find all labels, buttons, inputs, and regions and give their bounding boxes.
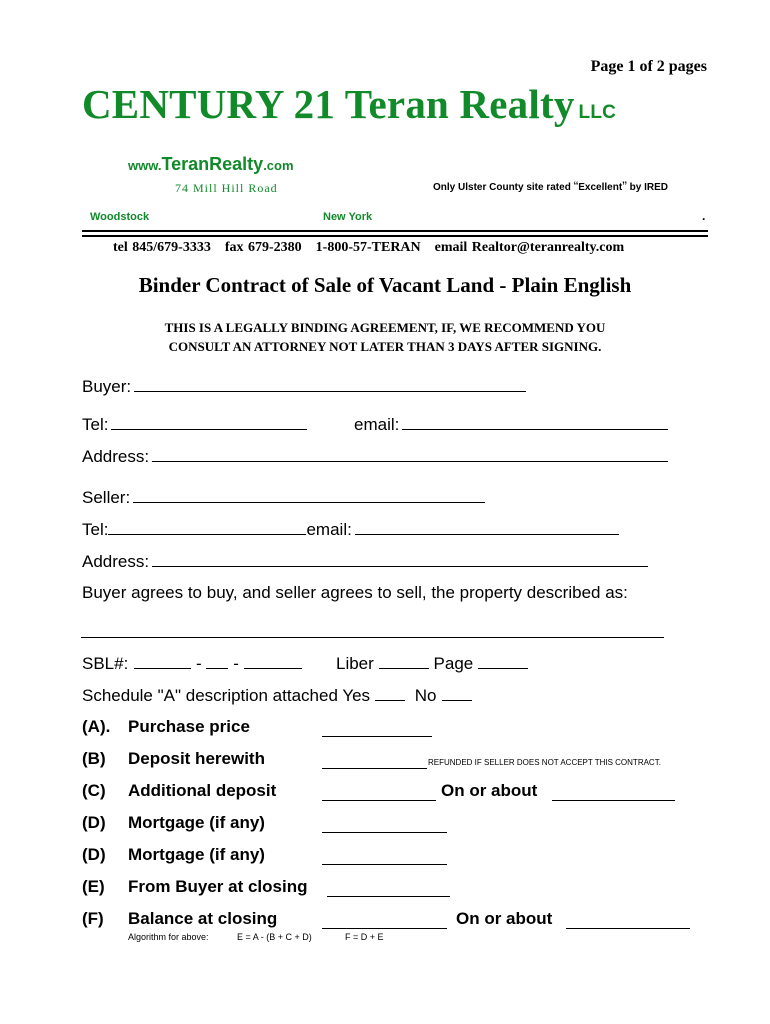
property-description-label: Buyer agrees to buy, and seller agrees to sell, the property described as:: [82, 583, 628, 602]
seller-address-row: [82, 551, 648, 572]
buyer-address-label: Address:: [82, 447, 150, 466]
tagline-before: Only Ulster County site rated: [433, 182, 574, 193]
buyer-name-field[interactable]: [134, 376, 526, 392]
sbl-section-field[interactable]: [134, 653, 191, 669]
term-a-label: Purchase price: [128, 717, 250, 736]
additional-deposit-date-field[interactable]: [552, 800, 675, 801]
legal-notice: [0, 318, 770, 356]
contact-fax: fax 679-2380: [224, 240, 302, 255]
seller-label: Seller:: [82, 488, 131, 507]
page-field[interactable]: [478, 653, 528, 669]
contact-toll-free: 1-800-57-TERAN: [315, 240, 421, 255]
buyer-tel-field[interactable]: [111, 414, 307, 430]
term-f-on-or-about-label: On or about: [456, 909, 553, 928]
term-f-letter: (F): [82, 909, 104, 928]
liber-field[interactable]: [379, 653, 429, 669]
balance-field[interactable]: [322, 928, 447, 929]
term-d1-letter: (D): [82, 813, 106, 832]
page-label: Page: [433, 654, 474, 673]
tagline-word: Excellent: [578, 182, 623, 193]
header-rule-bottom: [82, 235, 708, 237]
website-prefix: www.: [128, 158, 162, 173]
seller-address-label: Address:: [82, 552, 150, 571]
sbl-row: [82, 653, 302, 674]
seller-name-field[interactable]: [133, 487, 485, 503]
buyer-row: [82, 376, 526, 397]
page-number: Page 1 of 2 pages: [590, 58, 707, 75]
sbl-dash-1: -: [196, 654, 202, 673]
term-d2-letter: (D): [82, 845, 106, 864]
seller-address-field[interactable]: [152, 551, 648, 567]
buyer-tel-row: [82, 414, 307, 435]
buyer-address-row: [82, 446, 668, 467]
company-name: [82, 80, 616, 128]
legal-notice-line-2: CONSULT AN ATTORNEY NOT LATER THAN 3 DAYS AFTER SIGNING.: [168, 339, 602, 354]
schedule-no-field[interactable]: [442, 685, 472, 701]
street-address: 74 Mill Hill Road: [175, 181, 278, 195]
seller-row: [82, 487, 485, 508]
legal-notice-line-1: THIS IS A LEGALLY BINDING AGREEMENT, IF, WE RECOMMEND YOU: [164, 320, 606, 335]
algorithm-formula-1: E = A - (B + C + D): [237, 932, 312, 942]
algorithm-label: Algorithm for above:: [128, 932, 209, 942]
tagline-close-quote: ”: [622, 178, 627, 194]
buyer-email-field[interactable]: [402, 414, 668, 430]
schedule-label: Schedule "A" description attached Yes: [82, 686, 371, 705]
term-c-label: Additional deposit: [128, 781, 277, 800]
trailing-dot: .: [702, 209, 706, 223]
sbl-block-field[interactable]: [206, 653, 228, 669]
sbl-dash-2: -: [233, 654, 239, 673]
tagline-after: by IRED: [626, 182, 668, 193]
liber-label: Liber: [336, 654, 374, 673]
purchase-price-field[interactable]: [322, 736, 432, 737]
schedule-row: [82, 685, 472, 706]
website-suffix: .com: [263, 158, 294, 173]
seller-tel-row: [82, 519, 619, 540]
city: Woodstock: [90, 211, 150, 223]
contact-email: email Realtor@teranrealty.com: [434, 240, 625, 255]
term-b-label: Deposit herewith: [128, 749, 265, 768]
buyer-tel-label: Tel:: [82, 415, 109, 434]
sbl-lot-field[interactable]: [244, 653, 302, 669]
company-name-text: CENTURY 21 Teran Realty: [82, 81, 575, 127]
header-rule-top: [82, 230, 708, 232]
term-c-letter: (C): [82, 781, 106, 800]
deposit-field[interactable]: [322, 768, 427, 769]
contact-line: [113, 240, 638, 256]
property-description-field[interactable]: [81, 637, 664, 638]
company-suffix: LLC: [578, 102, 617, 123]
term-e-label: From Buyer at closing: [128, 877, 308, 896]
contact-tel: tel 845/679-3333: [113, 240, 211, 255]
buyer-address-field[interactable]: [152, 446, 668, 462]
sbl-label: SBL#:: [82, 654, 129, 673]
deposit-refund-note: REFUNDED IF SELLER DOES NOT ACCEPT THIS CONTRACT.: [428, 758, 661, 767]
mortgage-1-field[interactable]: [322, 832, 447, 833]
website-name: TeranRealty: [161, 154, 264, 174]
term-a-letter: (A).: [82, 717, 111, 736]
balance-date-field[interactable]: [566, 928, 690, 929]
schedule-no-label: No: [414, 686, 437, 705]
algorithm-formula-2: F = D + E: [345, 932, 384, 942]
schedule-yes-field[interactable]: [375, 685, 405, 701]
tagline-open-quote: “: [573, 178, 579, 194]
from-buyer-field[interactable]: [327, 896, 450, 897]
seller-email-label: email:: [306, 520, 352, 539]
term-f-label: Balance at closing: [128, 909, 278, 928]
buyer-email-label: email:: [354, 415, 400, 434]
seller-tel-field[interactable]: [108, 519, 306, 535]
seller-email-field[interactable]: [355, 519, 619, 535]
term-c-on-or-about-label: On or about: [441, 781, 538, 800]
term-b-letter: (B): [82, 749, 106, 768]
tagline: [433, 178, 668, 194]
seller-tel-label: Tel:: [82, 520, 109, 539]
website-link[interactable]: [128, 154, 294, 175]
buyer-label: Buyer:: [82, 377, 132, 396]
term-d2-label: Mortgage (if any): [128, 845, 265, 864]
liber-row: [336, 653, 528, 674]
additional-deposit-field[interactable]: [322, 800, 436, 801]
term-e-letter: (E): [82, 877, 105, 896]
mortgage-2-field[interactable]: [322, 864, 447, 865]
term-d1-label: Mortgage (if any): [128, 813, 265, 832]
document-title: Binder Contract of Sale of Vacant Land - Plain English: [138, 273, 632, 297]
state: New York: [323, 211, 373, 223]
buyer-email-row: [354, 414, 668, 435]
